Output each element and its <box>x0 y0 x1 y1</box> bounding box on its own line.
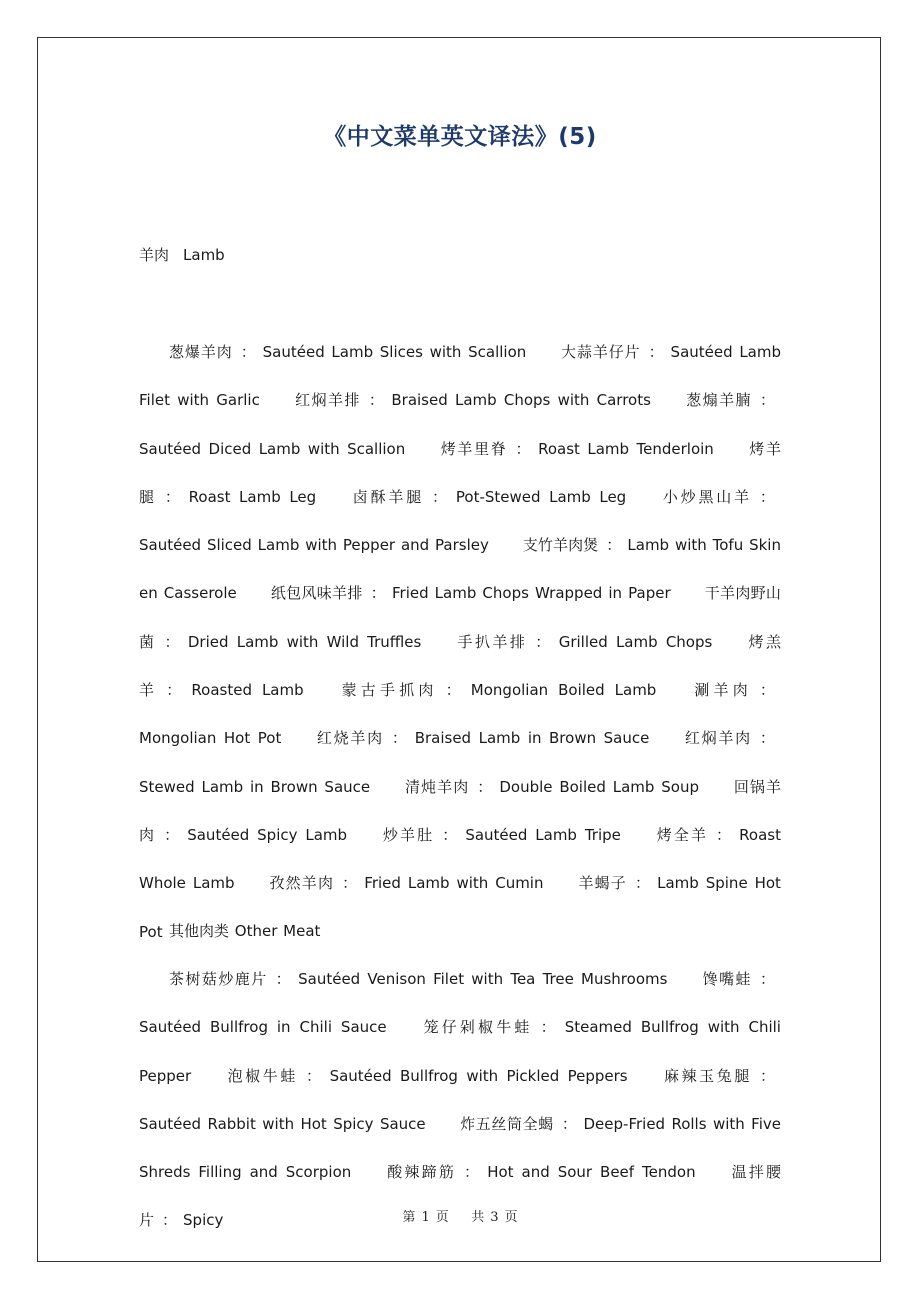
lamb-menu-paragraph <box>139 328 781 956</box>
dish-name-zh: 泡椒牛蛙 <box>227 1066 298 1085</box>
dish-name-en: Sautéed Lamb Tripe <box>465 825 621 844</box>
dish-name-zh: 涮羊肉 <box>694 681 752 700</box>
dish-name-en: Braised Lamb in Brown Sauce <box>414 729 650 748</box>
dish-name-en: Stewed Lamb in Brown Sauce <box>139 777 371 796</box>
dish-name-zh: 炸五丝筒全蝎 <box>460 1114 554 1133</box>
dish-name-en: Mongolian Boiled Lamb <box>470 681 657 700</box>
dish-name-en: Roast Whole Lamb <box>139 825 781 893</box>
entry-separator: ： <box>535 632 553 651</box>
dish-name-en: Dried Lamb with Wild Truffles <box>187 632 422 651</box>
dish-name-zh: 小炒黑山羊 <box>662 487 752 506</box>
menu-entry <box>387 1163 695 1181</box>
dish-name-en: Grilled Lamb Chops <box>558 632 713 651</box>
other-meat-heading <box>139 907 781 955</box>
entry-separator: ： <box>342 874 359 893</box>
dish-name-en: Sautéed Sliced Lamb with Pepper and Parsley <box>139 536 489 555</box>
entry-separator: ： <box>648 343 665 361</box>
dish-name-zh: 茶树菇炒鹿片 <box>169 970 268 988</box>
entry-separator: ： <box>162 1211 178 1230</box>
dish-name-en: Fried Lamb Chops Wrapped in Paper <box>391 584 671 603</box>
dish-name-en: Sautéed Bullfrog in Chili Sauce <box>139 1018 387 1037</box>
menu-entry <box>342 681 657 699</box>
page-footer <box>0 1206 920 1225</box>
dish-name-zh: 麻辣玉兔腿 <box>663 1066 752 1085</box>
entry-separator: ： <box>164 487 183 506</box>
footer-total-suffix: 页 <box>504 1210 518 1225</box>
entry-separator: ： <box>759 970 775 988</box>
dish-name-en: Deep-Fried Rolls with Five Shreds Filling and Scorpion <box>139 1114 781 1182</box>
dish-name-en: Pot-Stewed Lamb Leg <box>455 487 627 506</box>
menu-entry <box>317 729 649 747</box>
dish-name-zh: 炒羊肚 <box>382 825 435 844</box>
entry-separator: ： <box>370 584 386 603</box>
dish-name-zh: 红焖羊肉 <box>684 729 752 748</box>
menu-entry <box>441 440 714 458</box>
menu-entry <box>405 778 699 796</box>
menu-entry <box>383 826 621 844</box>
entry-separator: ： <box>634 874 652 893</box>
entry-separator: ： <box>477 777 494 796</box>
dish-name-en: Sautéed Bullfrog with Pickled Peppers <box>329 1066 628 1085</box>
dish-name-en: Mongolian Hot Pot <box>139 729 282 748</box>
dish-name-zh: 笼仔剁椒牛蛙 <box>423 1018 533 1037</box>
menu-entry <box>295 391 651 409</box>
dish-name-en: Lamb with Tofu Skin en Casserole <box>139 536 781 603</box>
dish-name-zh: 纸包风味羊排 <box>270 584 363 603</box>
entry-separator: ： <box>515 439 533 458</box>
dish-name-en: Spicy <box>183 1211 224 1230</box>
entry-separator: ： <box>540 1018 559 1037</box>
dish-name-en: Steamed Bullfrog with Chili Pepper <box>139 1018 781 1085</box>
other-heading-zh: 其他肉类 <box>169 922 230 940</box>
footer-total-prefix: 共 <box>471 1210 485 1225</box>
entry-separator: ： <box>759 681 775 700</box>
dish-name-en: Sautéed Venison Filet with Tea Tree Mushrooms <box>298 970 668 988</box>
dish-name-zh: 烤全羊 <box>656 825 709 844</box>
dish-name-zh: 支竹羊肉煲 <box>522 536 599 555</box>
entry-separator: ： <box>445 681 465 700</box>
entry-separator: ： <box>164 825 182 844</box>
dish-name-en: Roasted Lamb <box>191 681 304 700</box>
dish-name-zh: 酸辣蹄筋 <box>387 1163 457 1182</box>
entry-separator: ： <box>759 729 775 748</box>
document-title: 《中文菜单英文译法》(5) <box>323 124 597 150</box>
menu-entry <box>269 874 543 892</box>
dish-name-en: Roast Lamb Tenderloin <box>538 439 714 458</box>
dish-name-en: Roast Lamb Leg <box>188 487 317 506</box>
footer-page-suffix: 页 <box>435 1210 449 1225</box>
dish-name-en: Sautéed Rabbit with Hot Spicy Sauce <box>139 1114 426 1133</box>
lamb-heading-zh: 羊肉 <box>139 246 170 264</box>
other-heading-en: Other Meat <box>234 922 321 940</box>
dish-name-en: Double Boiled Lamb Soup <box>499 777 699 796</box>
entry-separator: ： <box>442 825 460 844</box>
entry-separator: ： <box>391 729 409 748</box>
dish-name-en: Hot and Sour Beef Tendon <box>487 1163 696 1182</box>
dish-name-zh: 温拌腰片 <box>139 1163 781 1230</box>
entry-separator: ： <box>166 681 186 700</box>
dish-name-en: Sautéed Diced Lamb with Scallion <box>139 439 406 458</box>
entry-separator: ： <box>759 391 775 410</box>
menu-entry <box>169 970 667 988</box>
dish-name-zh: 回锅羊肉 <box>139 777 781 844</box>
dish-name-en: Sautéed Lamb Slices with Scallion <box>262 343 527 361</box>
dish-name-zh: 烤羔羊 <box>139 632 781 700</box>
dish-name-zh: 大蒜羊仔片 <box>560 343 641 361</box>
menu-entry <box>271 584 671 602</box>
entry-separator: ： <box>561 1114 578 1133</box>
entry-separator: ： <box>368 391 386 410</box>
dish-name-en: Lamb Spine Hot Pot <box>139 874 781 941</box>
dish-name-zh: 羊蝎子 <box>578 874 627 893</box>
dish-name-zh: 手扒羊排 <box>457 632 528 651</box>
entry-separator: ： <box>464 1163 482 1182</box>
dish-name-zh: 葱爆羊肉 <box>169 343 233 361</box>
lamb-heading-en: Lamb <box>183 246 225 264</box>
menu-entry <box>228 1067 628 1085</box>
footer-total-pages: 3 <box>490 1210 499 1225</box>
dish-name-zh: 干羊肉野山菌 <box>139 584 781 651</box>
dish-name-zh: 孜然羊肉 <box>269 874 335 893</box>
entry-separator: ： <box>240 343 257 361</box>
dish-name-en: Sautéed Spicy Lamb <box>187 825 348 844</box>
entry-separator: ： <box>759 1066 775 1085</box>
footer-page-prefix: 第 <box>402 1210 416 1225</box>
menu-entry <box>353 488 626 506</box>
entry-separator: ： <box>432 487 450 506</box>
dish-name-zh: 蒙古手抓肉 <box>341 681 438 700</box>
dish-name-zh: 红焖羊排 <box>295 391 361 410</box>
entry-separator: ： <box>716 825 734 844</box>
other-meat-menu-paragraph <box>139 955 781 1245</box>
entry-separator: ： <box>759 487 775 506</box>
dish-name-en: Fried Lamb with Cumin <box>364 874 544 893</box>
entry-separator: ： <box>606 536 622 555</box>
dish-name-zh: 红烧羊肉 <box>316 729 384 748</box>
dish-name-zh: 烤羊里脊 <box>440 439 508 458</box>
entry-separator: ： <box>305 1066 324 1085</box>
lamb-section-heading <box>139 244 225 266</box>
dish-name-zh: 烤羊腿 <box>139 439 781 506</box>
dish-name-zh: 清炖羊肉 <box>404 777 470 796</box>
footer-page-number: 1 <box>421 1210 430 1225</box>
entry-separator: ： <box>164 632 182 651</box>
menu-entry <box>458 633 713 651</box>
menu-entry <box>169 343 526 361</box>
dish-name-en: Braised Lamb Chops with Carrots <box>391 391 651 410</box>
entry-separator: ： <box>275 970 293 988</box>
dish-name-zh: 馋嘴蛙 <box>702 970 752 988</box>
dish-name-en: Sautéed Lamb Filet with Garlic <box>139 343 781 410</box>
dish-name-zh: 卤酥羊腿 <box>352 487 425 506</box>
dish-name-zh: 葱煽羊腩 <box>686 391 752 410</box>
